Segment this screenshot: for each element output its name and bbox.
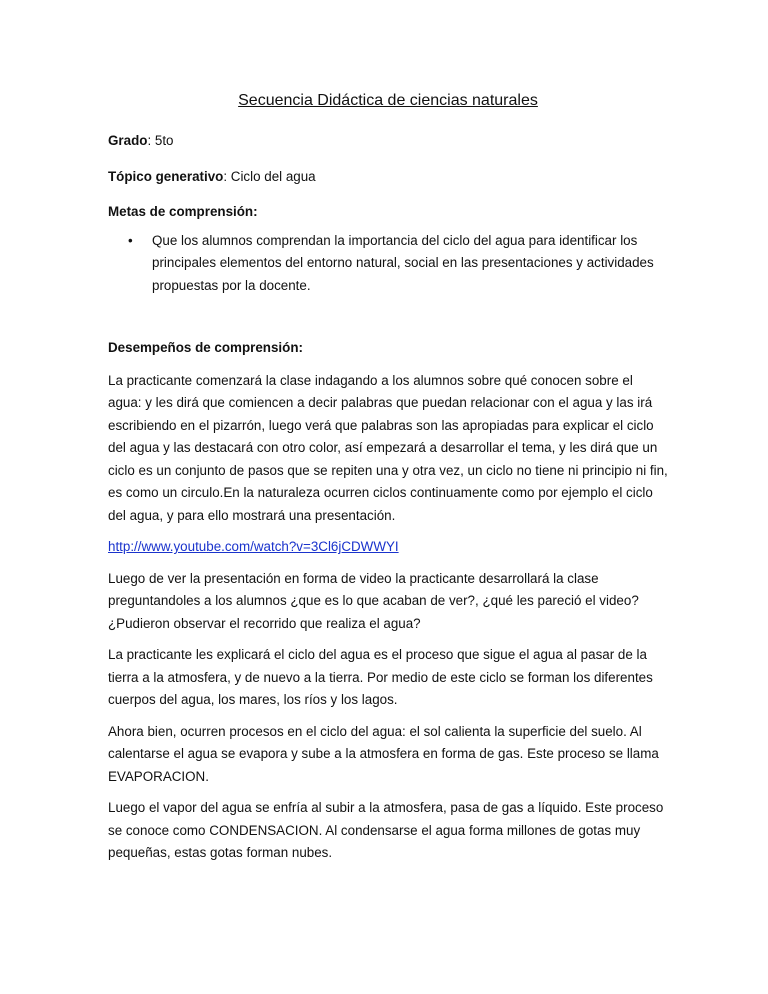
- document-title: Secuencia Didáctica de ciencias naturales: [238, 92, 538, 109]
- metas-list: [108, 230, 668, 298]
- bullet-icon: •: [128, 232, 133, 248]
- video-link-paragraph: [108, 536, 668, 559]
- paragraph-3: La practicante les explicará el ciclo del agua es el proceso que sigue el agua al pasar de la tierra a la atmosfera, y de nuevo a la tierra. Por medio de este ciclo se forman los diferentes cuerpos del agua, los mares, los ríos y los lagos.: [108, 647, 653, 707]
- topico-field: [108, 166, 668, 189]
- document-page: [108, 90, 668, 874]
- grado-field: [108, 130, 668, 153]
- paragraph-4: Ahora bien, ocurren procesos en el ciclo del agua: el sol calienta la superficie del suelo. Al calentarse el agua se evapora y sube a la atmosfera en forma de gas. Este proceso se llama EVAPORACION.: [108, 723, 659, 784]
- paragraph-5: Luego el vapor del agua se enfría al subir a la atmosfera, pasa de gas a líquido. Este proceso se conoce como CONDENSACION. Al condensarse el agua forma millones de gotas muy pequeñas, estas gotas forman nubes.: [108, 800, 664, 860]
- paragraph-1: La practicante comenzará la clase indagando a los alumnos sobre qué conocen sobre el agua: y les dirá que comiencen a decir palabras que puedan relacionar con el agua y las irá escribiendo en el pizarrón, luego verá que palabras son las apropiadas para explicar el ciclo del agua y las destacará con otro color, así empezará a desarrollar el tema, y les dirá que un ciclo es un conjunto de pasos que se repiten una y otra vez, un ciclo no tiene ni principio ni fin, es como un circulo.En la naturaleza ocurren ciclos continuamente como por ejemplo el ciclo del agua, y para ello mostrará una presentación.: [108, 372, 668, 523]
- topico-label: Tópico generativo: [108, 168, 224, 184]
- list-item: [108, 230, 668, 298]
- topico-value: : Ciclo del agua: [223, 168, 316, 184]
- paragraph-2: Luego de ver la presentación en forma de video la practicante desarrollará la clase preguntandoles a los alumnos ¿que es lo que acaban de ver?, ¿qué les pareció el video? ¿Pudieron observar el recorrido que realiza el agua?: [108, 570, 639, 631]
- list-item-text: Que los alumnos comprendan la importancia del ciclo del agua para identificar los principales elementos del entorno natural, social en las presentaciones y actividades propuestas por la docente.: [152, 232, 654, 293]
- desempenos-heading: Desempeños de comprensión:: [108, 340, 303, 355]
- metas-heading: Metas de comprensión:: [108, 204, 258, 219]
- grado-label: Grado: [108, 133, 148, 148]
- grado-value: : 5to: [147, 133, 174, 148]
- video-link[interactable]: http://www.youtube.com/watch?v=3Cl6jCDWWYI: [108, 539, 399, 554]
